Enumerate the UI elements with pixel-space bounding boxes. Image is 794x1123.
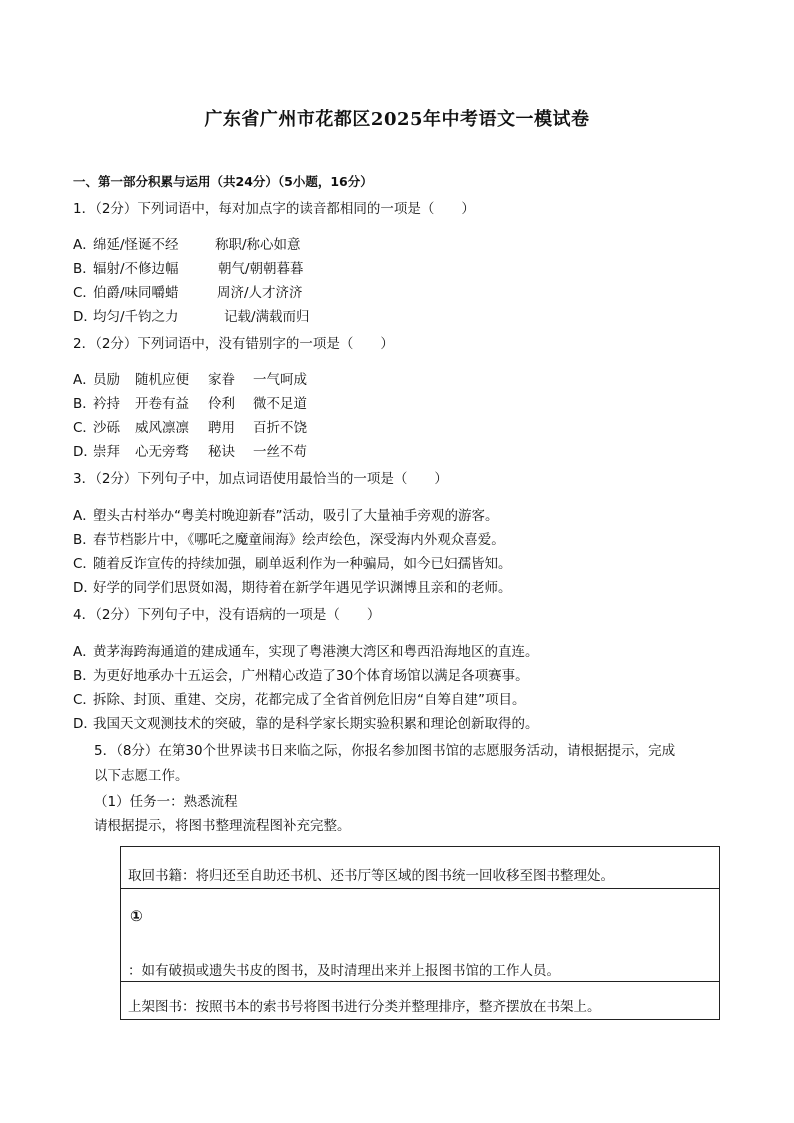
option-text: 黄茅海跨海通道的建成通车，实现了粤港澳大湾区和粤西沿海地区的直连。 bbox=[93, 644, 539, 660]
question-3-option-b[interactable] bbox=[73, 528, 505, 548]
question-4-option-c[interactable] bbox=[73, 688, 526, 708]
page-title: 广东省广州市花都区2025年中考语文一模试卷 bbox=[204, 109, 590, 130]
option-word-2: 记载/满载而归 bbox=[224, 309, 310, 325]
option-word-2: 威风凛凛 bbox=[135, 420, 189, 436]
flow-row-retrieve bbox=[121, 847, 719, 888]
question-3-option-c[interactable] bbox=[73, 552, 512, 572]
question-1-option-a[interactable] bbox=[73, 233, 301, 253]
option-word-4: 一丝不苟 bbox=[253, 444, 307, 460]
option-letter: C． bbox=[73, 556, 96, 572]
flow-row-text: 上架图书：按照书本的索书号将图书进行分类并整理排序，整齐摆放在书架上。 bbox=[128, 999, 601, 1015]
option-letter: C． bbox=[73, 420, 96, 436]
option-word-4: 百折不饶 bbox=[253, 420, 307, 436]
question-2-option-b[interactable] bbox=[73, 392, 307, 412]
question-1-stem: 1．（2分）下列词语中，每对加点字的读音都相同的一项是（ ） bbox=[73, 201, 475, 217]
option-letter: D． bbox=[73, 309, 97, 325]
option-letter: A． bbox=[73, 644, 96, 660]
option-word-1: 沙砾 bbox=[93, 420, 120, 436]
option-word-4: 微不足道 bbox=[253, 396, 307, 412]
option-letter: D． bbox=[73, 580, 97, 596]
option-text: 为更好地承办十五运会，广州精心改造了30个体育场馆以满足各项赛事。 bbox=[93, 668, 529, 684]
option-letter: A． bbox=[73, 237, 96, 253]
option-letter: B． bbox=[73, 532, 96, 548]
question-1-option-c[interactable] bbox=[73, 281, 303, 301]
option-text: 我国天文观测技术的突破，靠的是科学家长期实验积累和理论创新取得的。 bbox=[93, 716, 539, 732]
option-text: 随着反诈宣传的持续加强，刷单返利作为一种骗局，如今已妇孺皆知。 bbox=[93, 556, 512, 572]
option-word-2: 开卷有益 bbox=[135, 396, 189, 412]
flow-row-shelve bbox=[121, 981, 719, 1020]
option-word-2: 称职/称心如意 bbox=[215, 237, 301, 253]
question-5-stem: 5．（8分）在第30个世界读书日来临之际，你报名参加图书馆的志愿服务活动，请根据提示，完成 bbox=[94, 743, 676, 759]
option-word-3: 秘诀 bbox=[208, 444, 235, 460]
option-text: 春节档影片中，《哪吒之魔童闹海》绘声绘色，深受海内外观众喜爱。 bbox=[93, 532, 505, 548]
option-word-3: 家眷 bbox=[208, 372, 235, 388]
question-2-option-a[interactable] bbox=[73, 368, 307, 388]
option-word-1: 绵延/怪诞不经 bbox=[93, 237, 179, 253]
question-3-option-a[interactable] bbox=[73, 504, 499, 524]
question-1-option-d[interactable] bbox=[73, 305, 310, 325]
question-5-stem-continued: 以下志愿工作。 bbox=[94, 768, 189, 784]
option-word-2: 朝气/朝朝暮暮 bbox=[218, 261, 304, 277]
flow-row-blank[interactable] bbox=[121, 888, 719, 981]
question-4-option-a[interactable] bbox=[73, 640, 539, 660]
option-word-1: 衿持 bbox=[93, 396, 120, 412]
blank-marker: ① bbox=[130, 907, 143, 925]
option-letter: D． bbox=[73, 716, 97, 732]
question-4-option-b[interactable] bbox=[73, 664, 529, 684]
option-word-2: 周济/人才济济 bbox=[217, 285, 303, 301]
option-letter: B． bbox=[73, 668, 96, 684]
option-text: 塱头古村举办“粤美村晚迎新春”活动，吸引了大量袖手旁观的游客。 bbox=[93, 508, 499, 524]
option-letter: C． bbox=[73, 692, 96, 708]
question-4-stem: 4．（2分）下列句子中，没有语病的一项是（ ） bbox=[73, 607, 381, 623]
task-1-instruction: 请根据提示，将图书整理流程图补充完整。 bbox=[94, 818, 351, 834]
question-3-option-d[interactable] bbox=[73, 576, 512, 596]
question-2-option-c[interactable] bbox=[73, 416, 307, 436]
option-text: 拆除、封顶、重建、交房，花都完成了全省首例危旧房“自筹自建”项目。 bbox=[93, 692, 526, 708]
option-word-1: 员励 bbox=[93, 372, 120, 388]
option-letter: A． bbox=[73, 508, 96, 524]
option-letter: B． bbox=[73, 396, 96, 412]
option-word-3: 聘用 bbox=[208, 420, 235, 436]
flow-row-text: 取回书籍：将归还至自助还书机、还书厅等区域的图书统一回收移至图书整理处。 bbox=[128, 868, 614, 884]
option-letter: B． bbox=[73, 261, 96, 277]
option-letter: D． bbox=[73, 444, 97, 460]
option-word-3: 伶利 bbox=[208, 396, 235, 412]
section-heading: 一、第一部分积累与运用（共24分）（5小题，16分） bbox=[73, 174, 373, 189]
option-letter: C． bbox=[73, 285, 96, 301]
flow-row-text: ：如有破损或遗失书皮的图书，及时清理出来并上报图书馆的工作人员。 bbox=[128, 963, 560, 979]
option-letter: A． bbox=[73, 372, 96, 388]
question-2-option-d[interactable] bbox=[73, 440, 307, 460]
flowchart-table bbox=[120, 846, 720, 1020]
question-1-option-b[interactable] bbox=[73, 257, 304, 277]
option-word-1: 崇拜 bbox=[93, 444, 120, 460]
option-word-4: 一气呵成 bbox=[253, 372, 307, 388]
option-word-1: 伯爵/味同嚼蜡 bbox=[93, 285, 179, 301]
question-3-stem: 3．（2分）下列句子中，加点词语使用最恰当的一项是（ ） bbox=[73, 471, 448, 487]
option-word-1: 辐射/不修边幅 bbox=[93, 261, 179, 277]
option-word-2: 心无旁骛 bbox=[135, 444, 189, 460]
question-2-stem: 2．（2分）下列词语中，没有错别字的一项是（ ） bbox=[73, 336, 394, 352]
question-4-option-d[interactable] bbox=[73, 712, 539, 732]
task-1-heading: （1）任务一：熟悉流程 bbox=[94, 794, 238, 810]
option-text: 好学的同学们思贤如渴，期待着在新学年遇见学识渊博且亲和的老师。 bbox=[93, 580, 512, 596]
option-word-2: 随机应便 bbox=[135, 372, 189, 388]
option-word-1: 均匀/千钧之力 bbox=[93, 309, 179, 325]
